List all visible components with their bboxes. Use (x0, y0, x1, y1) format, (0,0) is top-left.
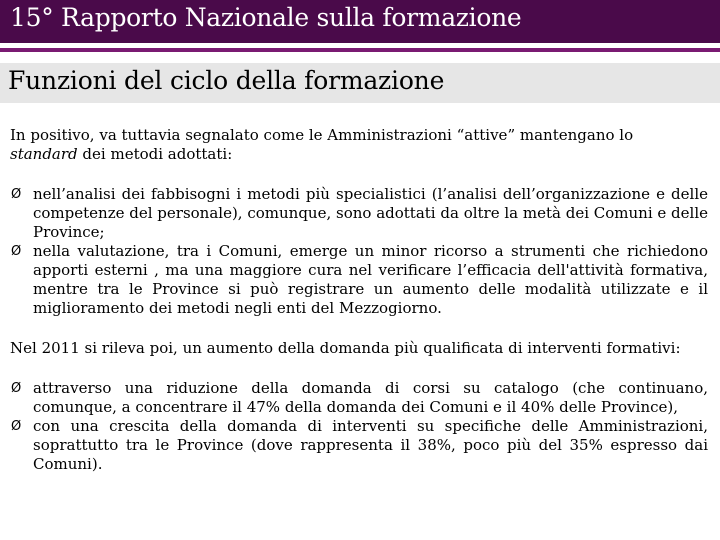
header-bar (0, 0, 720, 43)
intro-end: dei metodi adottati: (77, 145, 233, 163)
list-item (10, 379, 708, 417)
list-item (10, 417, 708, 474)
methods-list (10, 185, 708, 318)
section-title: Funzioni del ciclo della formazione (8, 66, 445, 95)
list-item-text: attraverso una riduzione della domanda di corsi su catalogo (che continuano, comunque, a concentrare il 47% della domanda dei Comuni e il 40% delle Province), (33, 379, 708, 416)
list-item-text: nell’analisi dei fabbisogni i metodi più specialistici (l’analisi dell’organizzazione e delle competenze del personale), comunque, sono adottati da oltre la metà dei Comuni e delle Province; (33, 185, 708, 241)
list-item-text: con una crescita della domanda di interventi su specifiche delle Amministrazioni, soprattutto tra le Province (dove rappresenta il 38%, poco più del 35% espresso dai Comuni). (33, 417, 708, 473)
intro-text: In positivo, va tuttavia segnalato come le Amministrazioni “attive” mantengano lo (10, 126, 634, 144)
list-item-text: nella valutazione, tra i Comuni, emerge un minor ricorso a strumenti che richiedono apporti esterni , ma una maggiore cura nel verificare l’efficacia dell'attività formativa, mentre tra le Province si può registrare un aumento delle modalità utilizzate e il miglioramento dei metodi negli enti del Mezzogiorno. (33, 242, 708, 317)
intro-paragraph (10, 126, 708, 164)
slide-content (10, 126, 708, 474)
arrow-bullet-icon: Ø (11, 244, 22, 259)
arrow-bullet-icon: Ø (11, 381, 22, 396)
page-title: 15° Rapporto Nazionale sulla formazione (10, 3, 522, 32)
demand-list (10, 379, 708, 474)
arrow-bullet-icon: Ø (11, 187, 22, 202)
list-item (10, 242, 708, 318)
accent-divider (0, 48, 720, 52)
intro-italic: standard (10, 145, 78, 163)
demand-paragraph: Nel 2011 si rileva poi, un aumento della domanda più qualificata di interventi formativi: (10, 339, 681, 357)
list-item (10, 185, 708, 242)
subheader-bar (0, 63, 720, 103)
arrow-bullet-icon: Ø (11, 419, 22, 434)
